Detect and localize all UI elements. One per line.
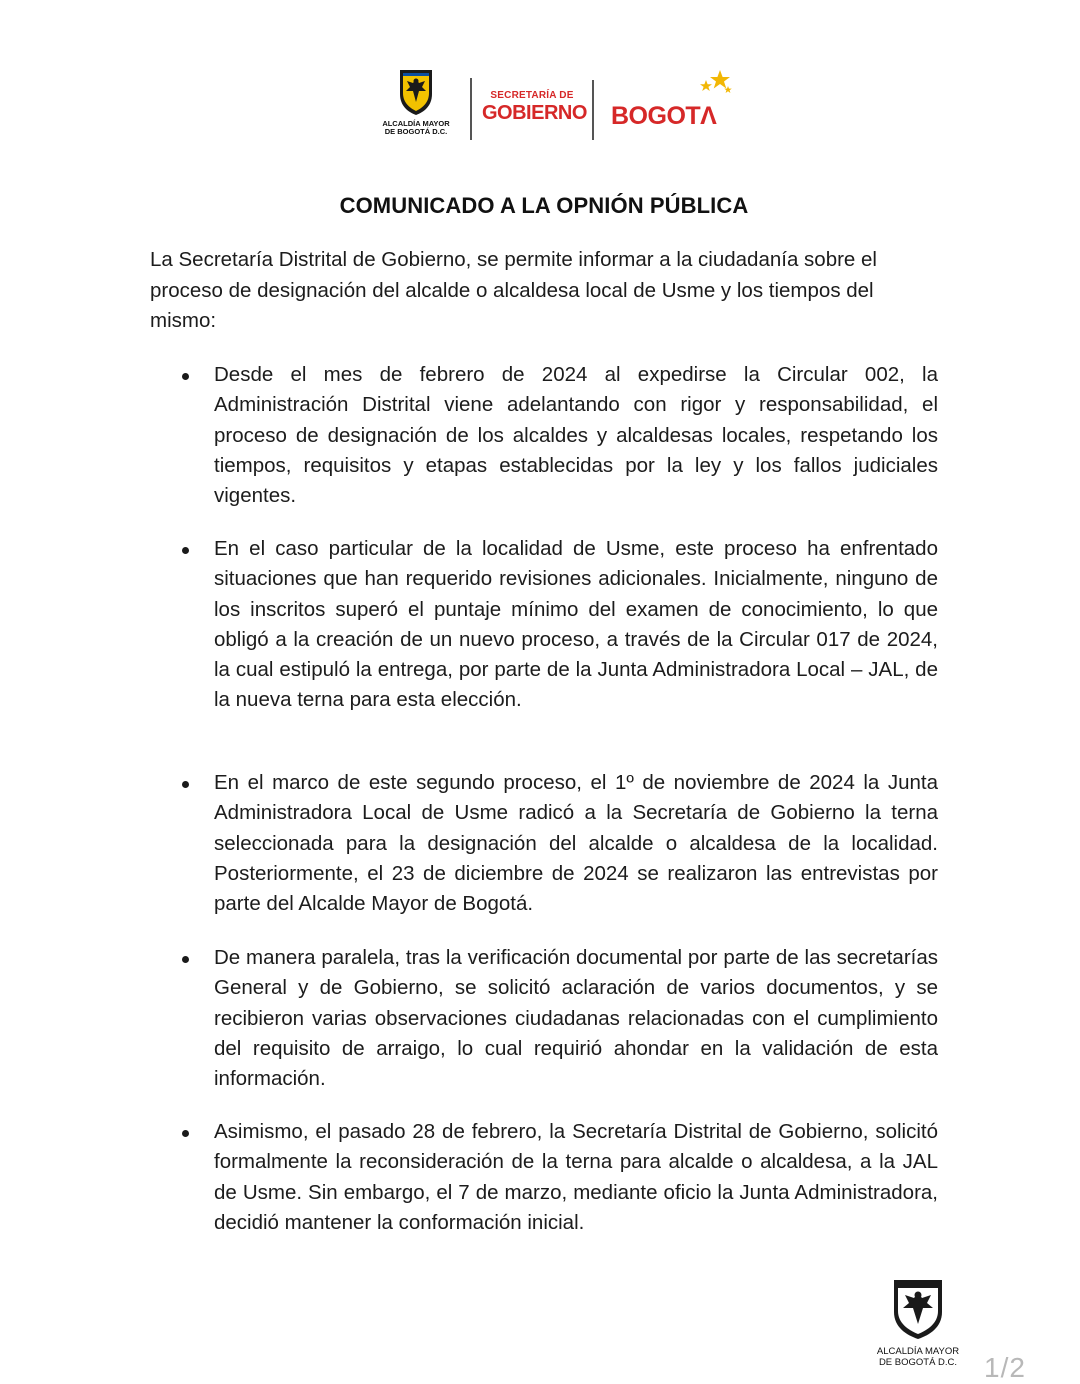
header-divider	[592, 80, 594, 140]
bullet-icon	[182, 781, 189, 788]
page-indicator: 1/2	[984, 1352, 1026, 1383]
bogota-logo	[608, 68, 738, 138]
gobierno-label: GOBIERNO	[482, 102, 587, 124]
secretaria-label: SECRETARÍA DE	[490, 90, 574, 101]
intro-paragraph: La Secretaría Distrital de Gobierno, se permite informar a la ciudadanía sobre el proceso de designación del alcalde o alcaldesa local de Usme y los tiempos del mismo:	[150, 248, 877, 332]
bullet-text: En el caso particular de la localidad de Usme, este proceso ha enfrentado situaciones que han requerido revisiones adicionales. Inicialmente, ninguno de los inscritos superó el puntaje mínimo del examen de conocimiento, lo que obligó a la creación de un nuevo proceso, a través de la Circular 017 de 2024, la cual estipuló la entrega, por parte de la Junta Administradora Local – JAL, de la nueva terna para esta elección.	[214, 537, 938, 712]
footer-alcaldia-line2: DE BOGOTÁ D.C.	[878, 1356, 958, 1368]
bullet-icon	[182, 547, 189, 554]
bullet-text: Asimismo, el pasado 28 de febrero, la Secretaría Distrital de Gobierno, solicitó formalmente la reconsideración de la terna para alcalde o alcaldesa, a la JAL de Usme. Sin embargo, el 7 de marzo, mediante oficio la Junta Administradora, decidió mantener la conformación inicial.	[214, 1120, 938, 1234]
document-title: COMUNICADO A LA OPNIÓN PÚBLICA	[339, 193, 749, 218]
alcaldia-logo	[378, 68, 454, 136]
bullet-text: De manera paralela, tras la verificación documental por parte de las secretarías General y de Gobierno, se solicitó aclaración de varios documentos, y se recibieron varias observaciones ciudadanas relacionadas con el cumplimiento del requisito de arraigo, lo cual requirió ahondar en la validación de esta información.	[214, 946, 938, 1091]
alcaldia-line2: DE BOGOTÁ D.C.	[384, 127, 448, 136]
letterhead	[378, 66, 738, 146]
coat-of-arms-icon	[890, 1278, 946, 1340]
header-divider	[470, 78, 472, 140]
bullet-icon	[182, 956, 189, 963]
bullet-icon	[182, 373, 189, 380]
bullet-icon	[182, 1130, 189, 1137]
bullet-text: En el marco de este segundo proceso, el 1º de noviembre de 2024 la Junta Administradora Local de Usme radicó a la Secretaría de Gobierno la terna seleccionada para la designación del alcalde o alcaldesa de la localidad. Posteriormente, el 23 de diciembre de 2024 se realizaron las entrevistas por parte del Alcalde Mayor de Bogotá.	[214, 771, 938, 916]
secretaria-gobierno-logo	[482, 90, 587, 124]
footer-alcaldia-line1: ALCALDÍA MAYOR	[876, 1346, 960, 1357]
alcaldia-line1: ALCALDÍA MAYOR	[382, 119, 450, 128]
stars-icon	[694, 68, 734, 104]
bogota-wordmark: BOGOTΛ	[611, 102, 717, 130]
coat-of-arms-icon	[397, 68, 435, 116]
footer-alcaldia-logo	[868, 1278, 968, 1368]
bullet-text: Desde el mes de febrero de 2024 al expedirse la Circular 002, la Administración Distrital viene adelantando con rigor y responsabilidad, el proceso de designación de los alcaldes y alcaldesas locales, respetando los tiempos, requisitos y etapas establecidas por la ley y los fallos judiciales vigentes.	[214, 363, 938, 508]
